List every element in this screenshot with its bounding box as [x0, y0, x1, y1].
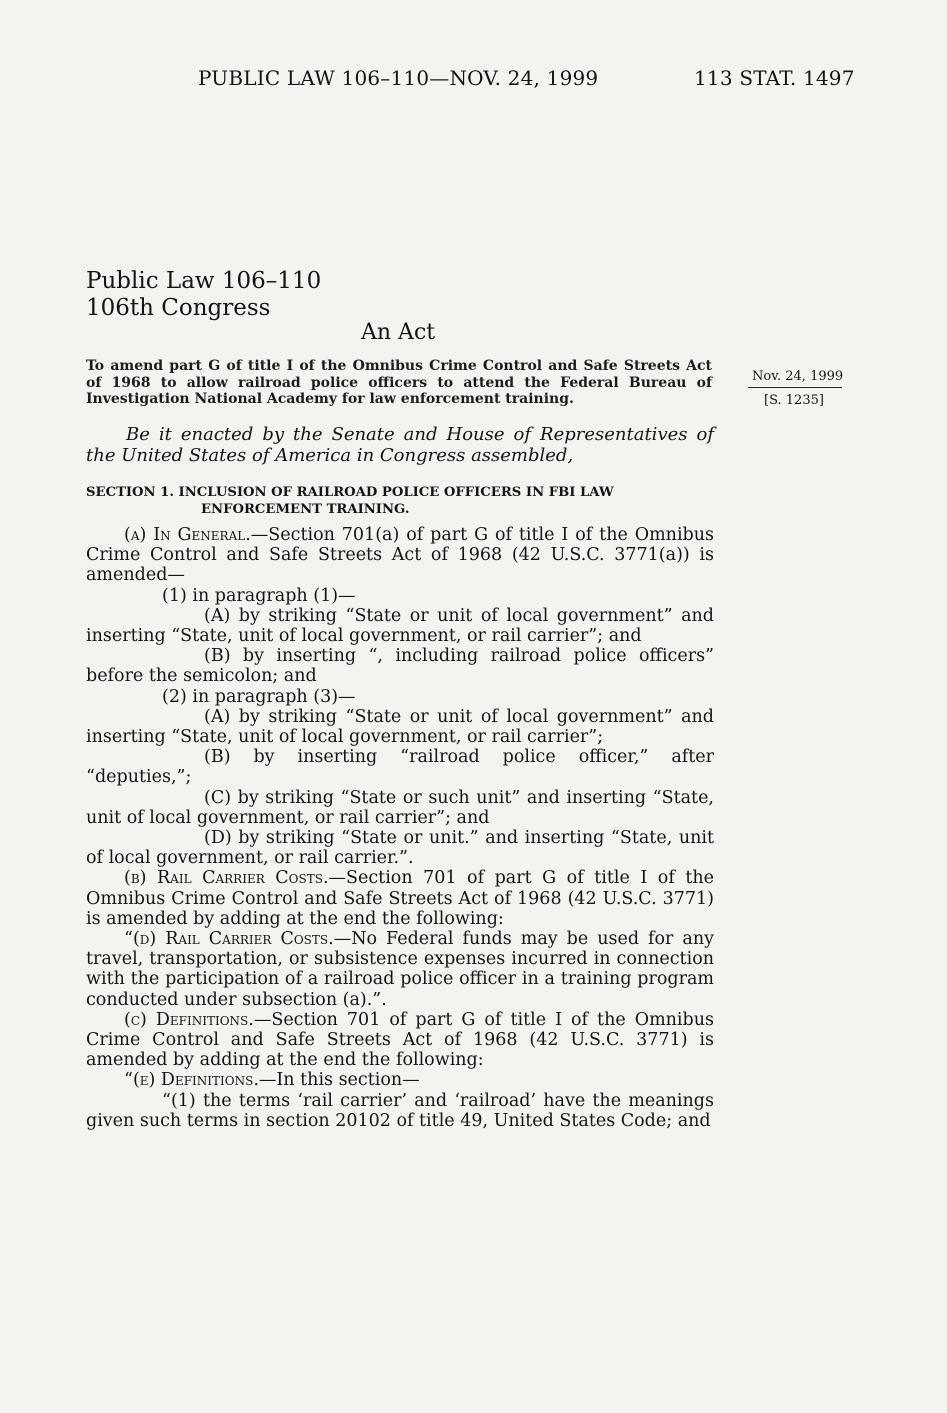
paragraph-2-A: (A) by striking “State or unit of local government” and inserting “State, unit of local government, or rail carrier”;: [86, 706, 714, 748]
section-heading-line1: SECTION 1. INCLUSION OF RAILROAD POLICE OFFICERS IN FBI LAW: [86, 485, 614, 500]
paragraph-2-C: (C) by striking “State or such unit” and inserting “State, unit of local government, or rail carrier”; and: [86, 787, 714, 828]
paragraph-1-A: (A) by striking “State or unit of local government” and inserting “State, unit of local government, or rail carrier”; and: [86, 605, 714, 647]
paragraph-2-B: (B) by inserting “railroad police officer,” after “deputies,”;: [86, 747, 714, 788]
purpose-clause: [86, 358, 712, 408]
subsection-b-text: —Section 701 of part G of title I of the Omnibus Crime Control and Safe Streets Act of 1968 (42 U.S.C. 3771) is amended by adding at the end the following:: [86, 868, 714, 929]
paragraph-1-B: (B) by inserting “, including railroad police officers” before the semicolon; and: [86, 646, 714, 687]
subsection-e-text: —In this section—: [258, 1070, 420, 1091]
subsection-c-text: —Section 701 of part G of title I of the Omnibus Crime Control and Safe Streets Act of 1968 (42 U.S.C. 3771) is amended by adding at the end the following:: [86, 1009, 714, 1071]
subsection-a-text: —Section 701(a) of part G of title I of the Omnibus Crime Control and Safe Streets Act of 1968 (42 U.S.C. 3771(a)) is amended—: [86, 525, 715, 586]
public-law-number: Public Law 106–110: [86, 268, 322, 294]
subsection-c: [86, 1010, 714, 1071]
running-head-right: 113 STAT. 1497: [694, 66, 855, 90]
subsection-b: [86, 868, 714, 929]
running-head-left: PUBLIC LAW 106–110—NOV. 24, 1999: [198, 66, 599, 90]
subsection-c-heading: (c) Definitions.: [124, 1009, 254, 1030]
margin-bill-number: [S. 1235]: [764, 393, 824, 408]
subsection-d-text: —No Federal funds may be used for any travel, transportation, or subsistence expenses incurred in connection with the participation of a railroad police officer in a training program conducted under subsection (a).”.: [86, 929, 714, 1010]
subsection-b-heading: (b) Rail Carrier Costs.: [124, 868, 329, 889]
subsection-d-heading: “(d) Rail Carrier Costs.: [124, 929, 334, 950]
paragraph-1: (1) in paragraph (1)—: [162, 585, 356, 606]
congress-number: 106th Congress: [86, 295, 271, 321]
subsection-e: [86, 1070, 714, 1090]
subsection-a-heading: (a) In General.: [124, 525, 251, 545]
paragraph-2-D: (D) by striking “State or unit.” and inserting “State, unit of local government, or rail carrier.”.: [86, 828, 714, 869]
margin-date: Nov. 24, 1999: [752, 369, 844, 384]
margin-rule: [748, 387, 842, 388]
paragraph-2: (2) in paragraph (3)—: [162, 686, 356, 707]
section-heading: [86, 484, 714, 518]
act-title: An Act: [361, 320, 436, 345]
subsection-d: [86, 929, 714, 1010]
section-heading-line2: ENFORCEMENT TRAINING.: [201, 502, 410, 517]
enacting-clause: [86, 424, 714, 466]
purpose-text: To amend part G of title I of the Omnibus Crime Control and Safe Streets Act of 1968 to allow railroad police officers to attend the Federal Bureau of Investigation National Academy for law enforcement training.: [86, 358, 712, 407]
definition-1: “(1) the terms ‘rail carrier’ and ‘railroad’ have the meanings given such terms in section 20102 of title 49, United States Code; and: [86, 1090, 714, 1131]
enacting-text: Be it enacted by the Senate and House of Representatives of the United States of America in Congress assembled,: [86, 424, 714, 466]
subsection-e-heading: “(e) Definitions.: [124, 1070, 259, 1091]
section-body: [86, 525, 714, 1131]
subsection-a: [86, 525, 714, 586]
